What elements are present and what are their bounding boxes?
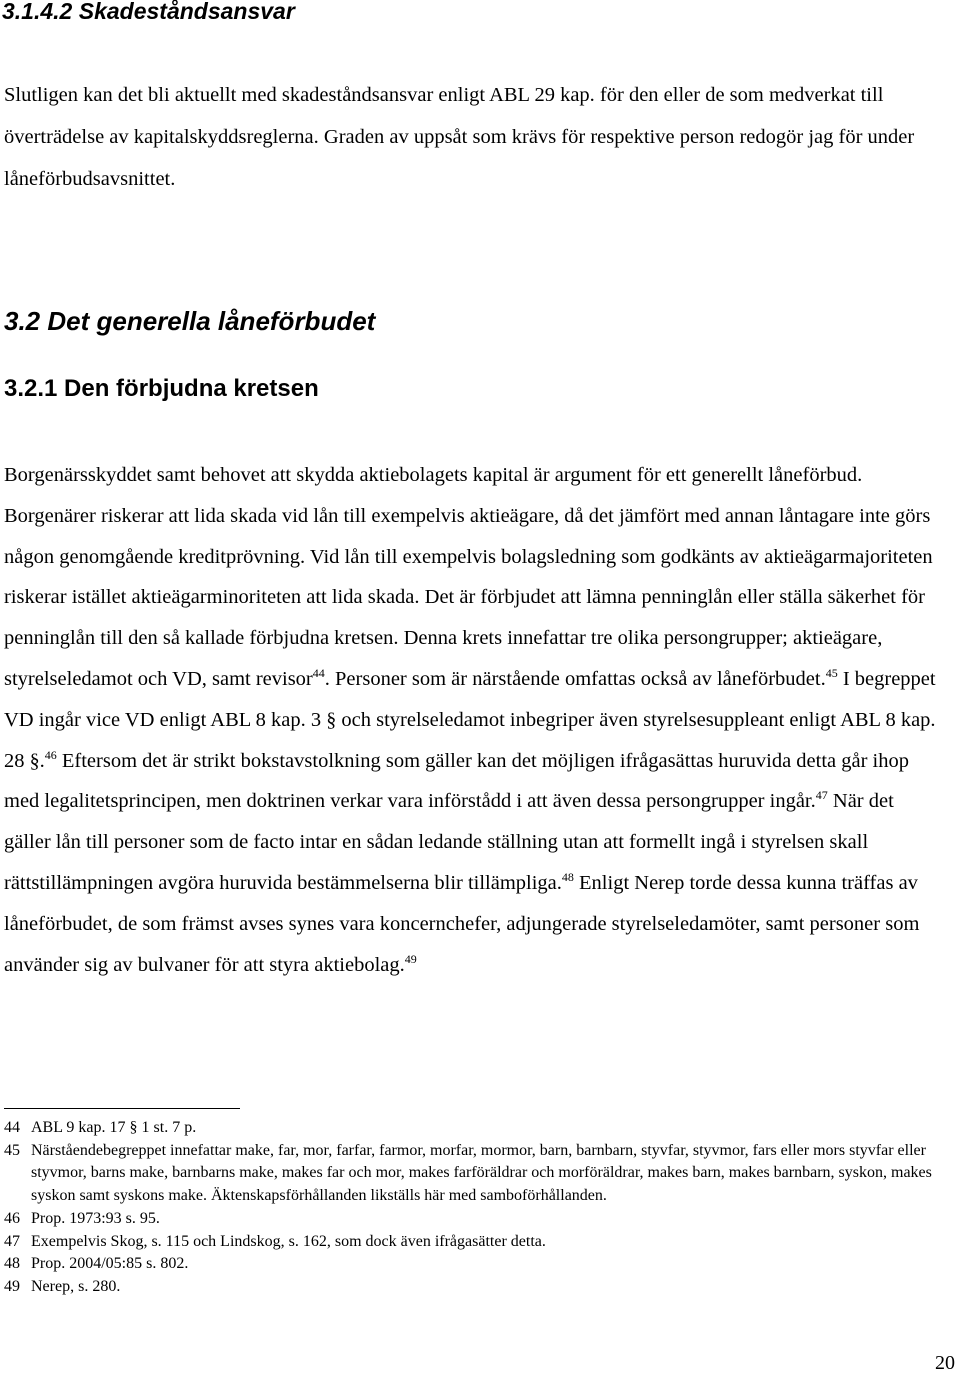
footnote-48 xyxy=(4,1253,939,1276)
page-number: 20 xyxy=(935,1352,955,1374)
footnote-ref-49[interactable]: 49 xyxy=(404,951,417,966)
footnote-number: 44 xyxy=(4,1119,20,1136)
section-sign: § xyxy=(326,708,337,731)
heading-3-1-4-2: 3.1.4.2 Skadeståndsansvar xyxy=(2,0,295,24)
footnote-ref-46[interactable]: 46 xyxy=(44,747,57,762)
footnote-text: Närståendebegreppet innefattar make, far, mor, farfar, farmor, morfar, mormor, barn, barnbarn, styvfar, styvmor, fars eller mors styvfar eller styvmor, barns make, barnbarns make, makes far och mor, makes farföräldrar och morföräldrar, makes barn, makes barnbarn, syskon, makes syskon samt syskons make. Äktenskapsförhållanden likställs här med samboförhållanden. xyxy=(31,1141,932,1205)
footnote-text: Prop. 2004/05:85 s. 802. xyxy=(31,1255,189,1273)
footnote-number: 45 xyxy=(4,1141,20,1159)
text-run: . Personer som är närstående omfattas också av låneförbudet. xyxy=(324,667,826,690)
paragraph-skadestandsansvar: Slutligen kan det bli aktuellt med skadeståndsansvar enligt ABL 29 kap. för den eller de som medverkat till överträdelse av kapitalskyddsreglerna. Graden av uppsåt som krävs för respektive person redogör jag för under låneförbudsavsnittet. xyxy=(4,84,915,190)
footnote-number: 46 xyxy=(4,1209,20,1227)
text-run: Enligt Nerep torde dessa kunna träffas av låneförbudet, de som främst avses synes vara koncernchefer, adjungerade styrelseledamöter, samt personer som använder sig av bulvaner för att styra aktiebolag. xyxy=(4,871,920,976)
footnote-ref-44[interactable]: 44 xyxy=(312,666,325,681)
text-run: Borgenärsskyddet samt behovet att skydda aktiebolagets kapital är argument för ett generellt låneförbud. Borgenärer riskerar att lida skada vid lån till exempelvis aktieägare, då det jämfört med annan låntagare inte görs någon genomgående kreditprövning. Vid lån till exempelvis bolagsledning som godkänts av aktieägarmajoriteten riskerar istället aktieägarminoriteten att lida skada. Det är förbjudet att lämna penninglån eller ställa säkerhet för penninglån till den så kallade förbjudna kretsen. Denna krets innefattar tre olika persongrupper; aktieägare, styrelseledamot och VD, samt revisor xyxy=(4,464,933,690)
footnote-text: Exempelvis Skog, s. 115 och Lindskog, s. 162, som dock även ifrågasätter detta. xyxy=(31,1232,546,1250)
footnote-ref-47[interactable]: 47 xyxy=(815,788,828,803)
footnote-47 xyxy=(4,1231,939,1254)
text-run: Eftersom det är strikt bokstavstolkning som gäller kan det möjligen ifrågasättas huruvida detta går ihop med legalitetsprincipen, men doktrinen verkar vara införstådd i att även dessa persongrupper ingår. xyxy=(4,749,910,813)
section-sign: § xyxy=(129,1119,138,1136)
text-run: ABL 9 kap. 17 xyxy=(31,1119,130,1136)
footnote-46 xyxy=(4,1208,939,1231)
heading-3-2: 3.2 Det generella låneförbudet xyxy=(4,306,376,336)
text-run: I begreppet VD ingår vice VD enligt ABL 8 kap. 3 xyxy=(4,667,936,731)
footnote-text: Nerep, s. 280. xyxy=(31,1277,121,1295)
section-sign: § xyxy=(29,749,40,772)
heading-3-2-1: 3.2.1 Den förbjudna kretsen xyxy=(4,375,319,402)
text-run: . xyxy=(39,749,45,772)
footnote-text: Prop. 1973:93 s. 95. xyxy=(31,1209,160,1227)
text-run: 1 st. 7 p. xyxy=(137,1119,197,1136)
footnote-ref-45[interactable]: 45 xyxy=(825,666,838,681)
text-run: När det gäller lån till personer som de facto intar en sådan ledande ställning utan att formellt ingå i styrelsen skall rättstillämpningen avgöra huruvida bestämmelserna blir tillämpliga. xyxy=(4,790,894,894)
footnote-separator xyxy=(4,1108,240,1109)
footnote-44 xyxy=(4,1117,939,1140)
footnote-ref-48[interactable]: 48 xyxy=(561,870,574,885)
text-run: och styrelseledamot inbegriper även styrelsesuppleant enligt ABL 8 kap. 28 xyxy=(4,708,936,772)
footnote-number: 47 xyxy=(4,1232,20,1250)
footnote-text xyxy=(31,1117,939,1140)
footnote-number: 49 xyxy=(4,1277,20,1295)
footnote-45 xyxy=(4,1140,939,1208)
footnote-number: 48 xyxy=(4,1255,20,1273)
footnotes-list xyxy=(4,1117,939,1299)
paragraph-forbjudna-kretsen xyxy=(4,455,944,985)
footnote-49 xyxy=(4,1276,939,1299)
